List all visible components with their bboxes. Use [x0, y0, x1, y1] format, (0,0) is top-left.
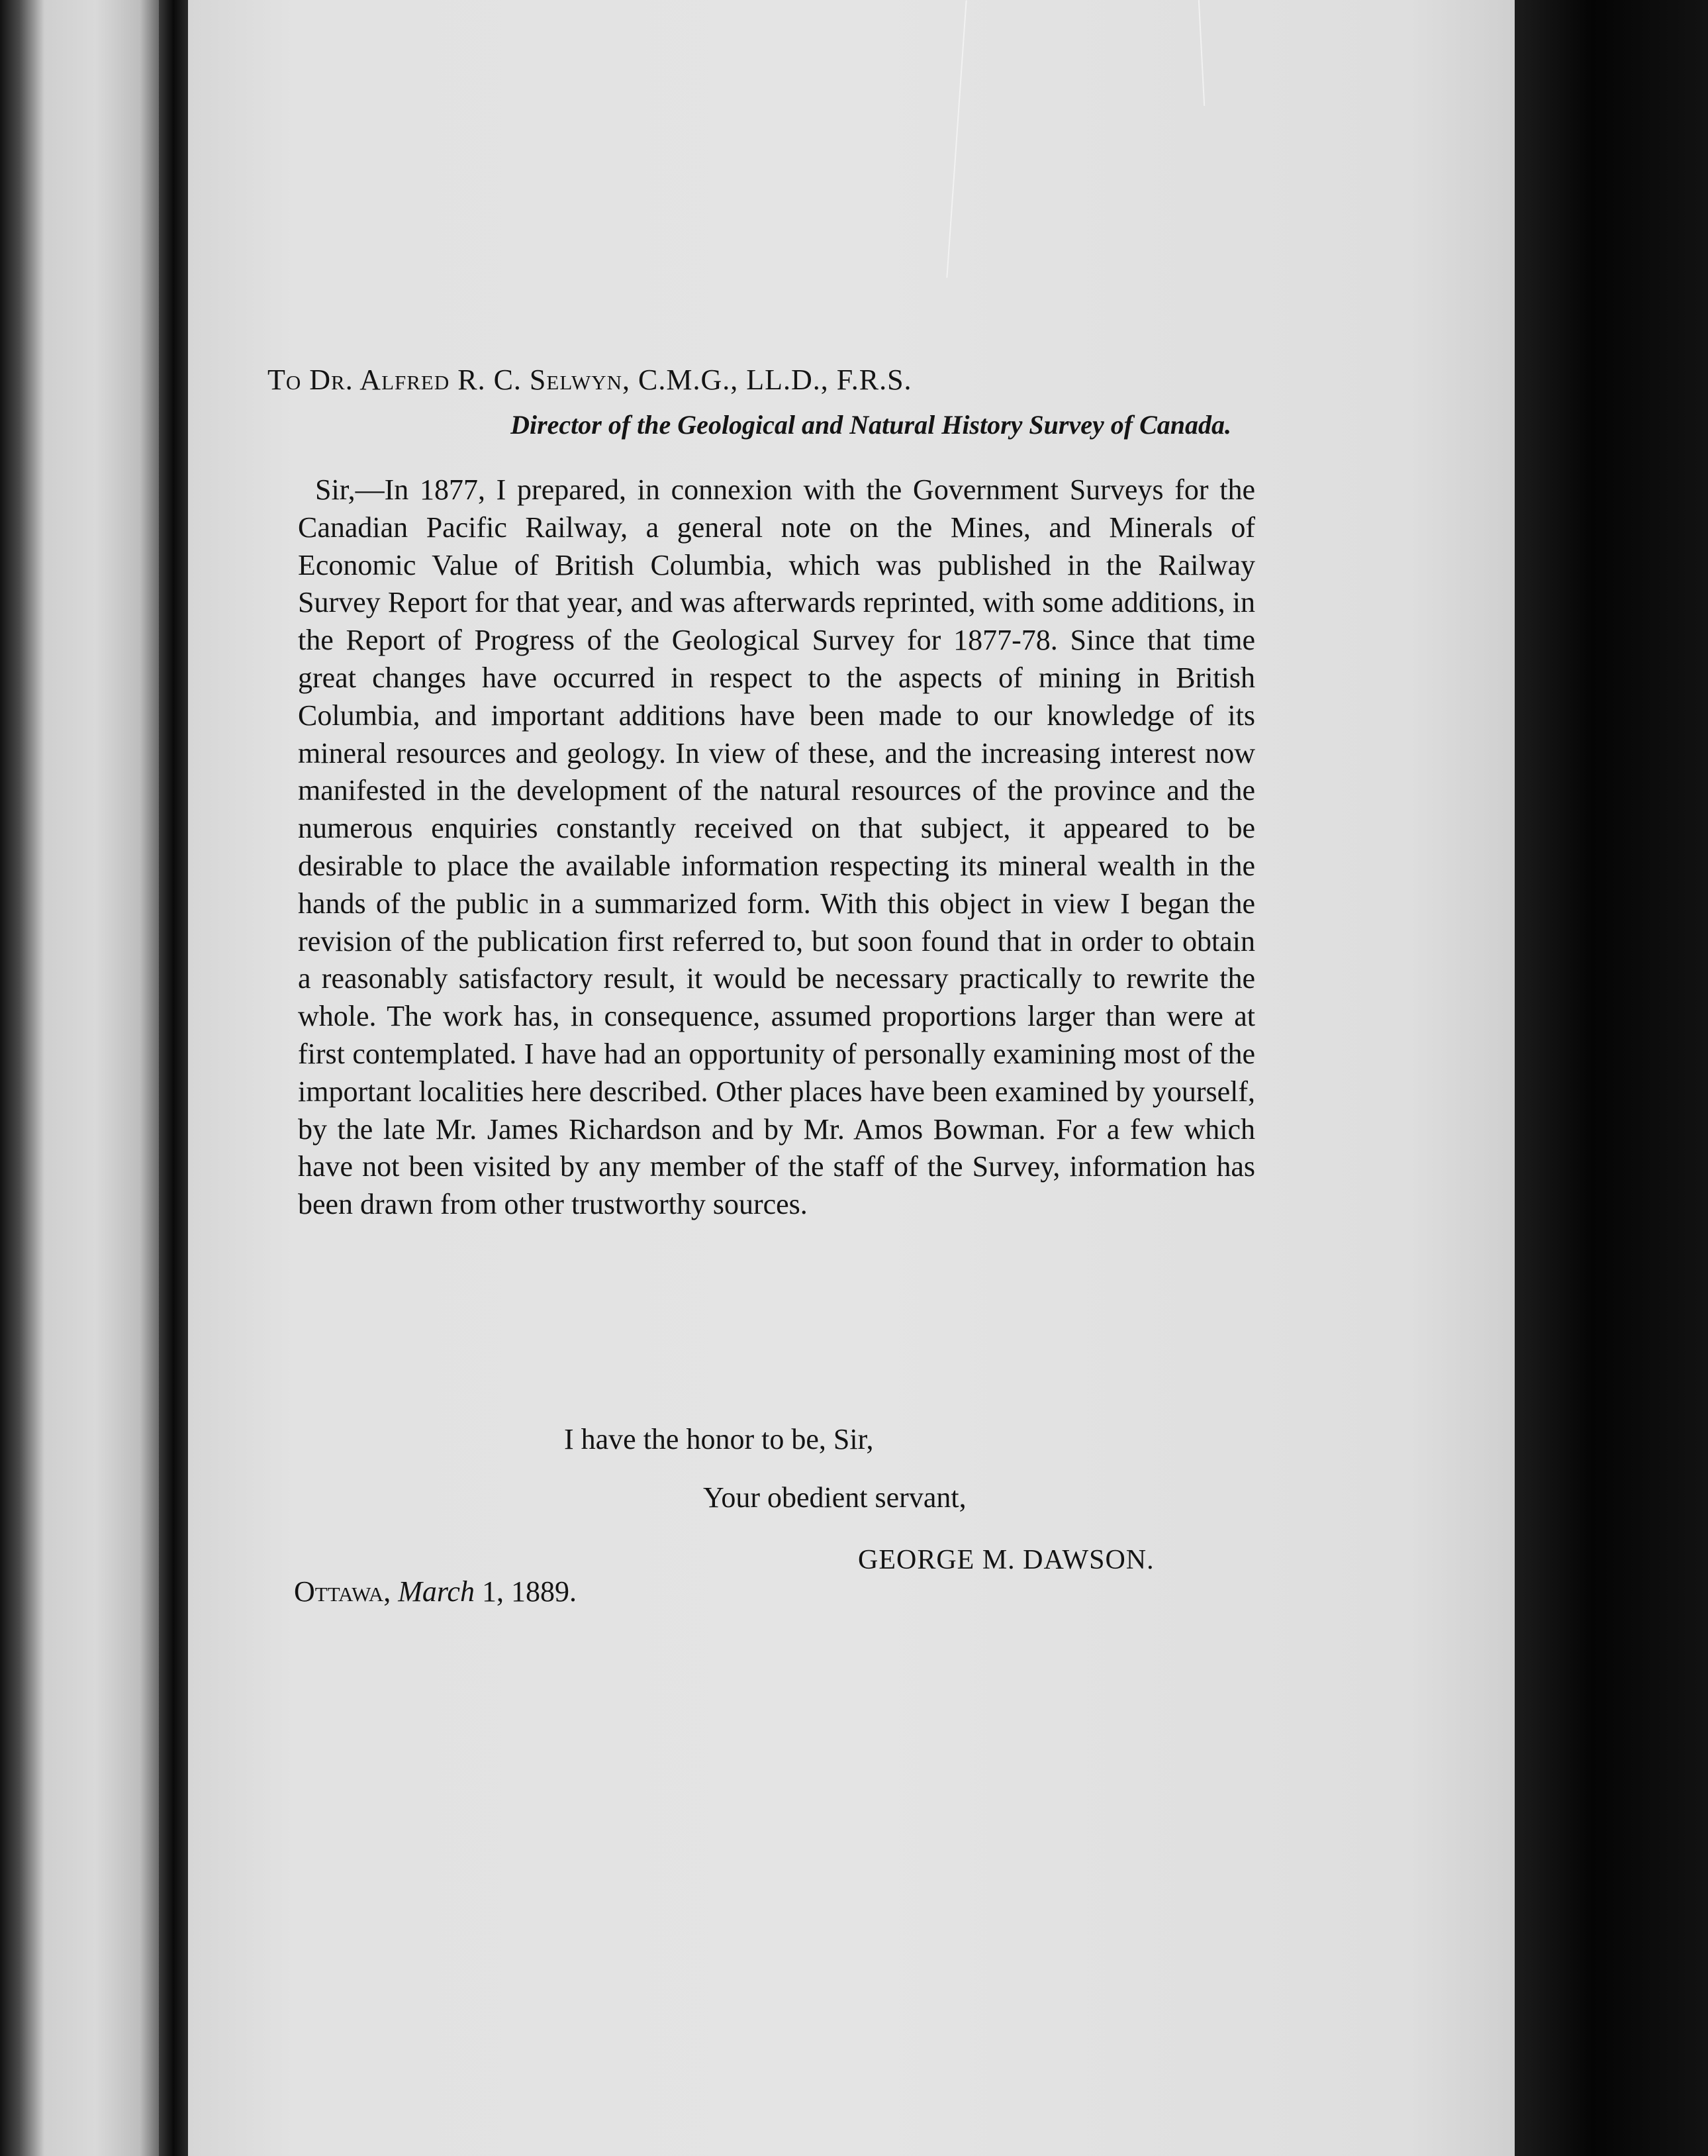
- book-gutter: [159, 0, 188, 2156]
- closing-line: I have the honor to be, Sir,: [564, 1423, 874, 1455]
- valediction: Your obedient servant,: [703, 1481, 967, 1514]
- signature: GEORGE M. DAWSON.: [858, 1545, 1155, 1575]
- date-month: March: [398, 1575, 475, 1608]
- scan-border: [1515, 0, 1708, 2156]
- letter-body: Sir,—In 1877, I prepared, in connexion with the Government Surveys for the Canadian Pacific Railway, a general note on the Mines, and Minerals of Economic Value of British Columbia, which was published in the Railway Survey Report for that year, and was afterwards reprinted, with some additions, in the Report of Progress of the Geological Survey for 1877-78. Since that time great changes have occurred in respect to the aspects of mining in British Columbia, and important additions have been made to our knowledge of its mineral resources and geology. In view of these, and the increasing interest now manifested in the development of the natural resources of the province and the numerous enquiries constantly received on that subject, it appeared to be desirable to place the available information respecting its mineral wealth in the hands of the public in a summarized form. With this object in view I began the revision of the publication first referred to, but soon found that in order to obtain a reasonably satisfactory result, it would be necessary practically to rewrite the whole. The work has, in consequence, assumed proportions larger than were at first contemplated. I have had an opportunity of personally examining most of the important localities here described. Other places have been examined by yourself, by the late Mr. James Richardson and by Mr. Amos Bowman. For a few which have not been visited by any member of the staff of the Survey, information has been drawn from other trustworthy sources.: [298, 473, 1255, 1221]
- addressee-line: To Dr. Alfred R. C. Selwyn, C.M.G., LL.D., F.R.S.: [267, 364, 912, 396]
- date-rest: 1, 1889.: [481, 1575, 577, 1608]
- film-scratch: [1198, 0, 1205, 106]
- place: Ottawa,: [294, 1575, 391, 1608]
- adjacent-page-edge: [0, 0, 159, 2156]
- place-date: [294, 1575, 577, 1608]
- film-scratch: [946, 0, 967, 277]
- addressee-title: Director of the Geological and Natural History Survey of Canada.: [510, 410, 1231, 440]
